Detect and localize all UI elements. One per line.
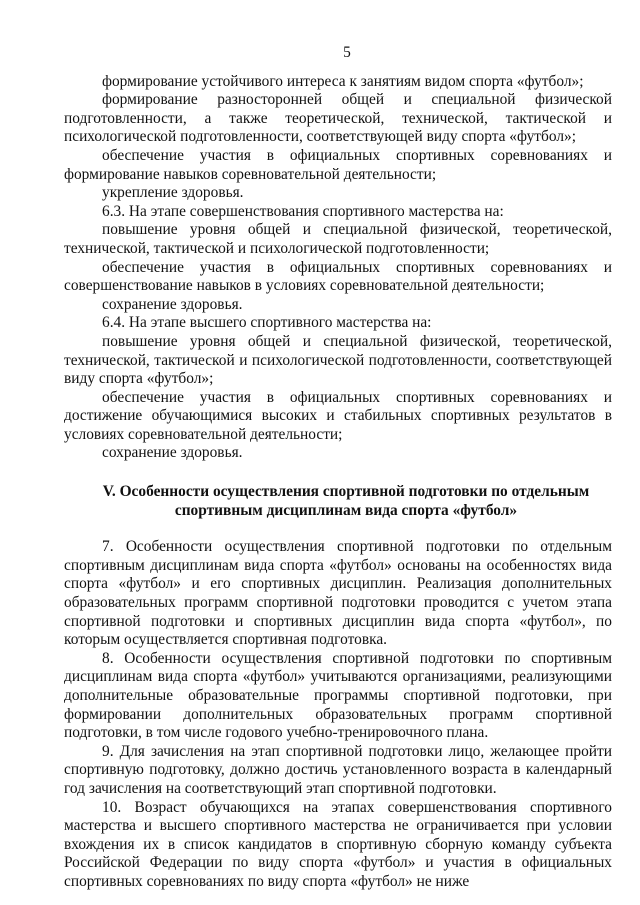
objectives-list xyxy=(64,73,612,463)
paragraph: обеспечение участия в официальных спортивных соревнованиях и формирование навыков соревновательной деятельности; xyxy=(64,146,612,183)
paragraph: обеспечение участия в официальных спортивных соревнованиях и достижение обучающимися высоких и стабильных спортивных результатов в условиях соревновательной деятельности; xyxy=(64,388,612,443)
paragraph: формирование устойчивого интереса к занятиям видом спорта «футбол»; xyxy=(102,72,584,90)
paragraph: формирование разносторонней общей и специальной физической подготовленности, а также теоретической, технической, тактической и психологической подготовленности, соответствующей виду спорта «футбол»; xyxy=(64,91,612,146)
paragraph: сохранение здоровья. xyxy=(102,295,243,313)
paragraph: 6.3. На этапе совершенствования спортивного мастерства на: xyxy=(102,202,504,220)
paragraph: повышение уровня общей и специальной физической, теоретической, технической, тактической и психологической подготовленности; xyxy=(64,221,612,257)
paragraph: 6.4. На этапе высшего спортивного мастерства на: xyxy=(102,314,432,332)
paragraph: 10. Возраст обучающихся на этапах совершенствования спортивного мастерства и высшего спортивного мастерства не ограничивается при условии вхождения их в список кандидатов в спортивную сборную команду субъекта Российской Федерации по виду спорта «футбол» и участия в официальных спортивных соревнованиях по виду спорта «футбол» не ниже xyxy=(64,798,612,890)
section-heading-text: V. Особенности осуществления спортивной подготовки по отдельным спортивным дисциплинам вида спорта «футбол» xyxy=(102,483,590,519)
section-body xyxy=(64,538,612,891)
paragraph: 7. Особенности осуществления спортивной подготовки по отдельным спортивным дисциплинам вида спорта «футбол» основаны на особенностях вида спорта «футбол» и его спортивных дисциплин. Реализация дополнительных образовательных программ спортивной подготовки проводится с учетом этапа спортивной подготовки и спортивных дисциплин вида спорта «футбол», по которым осуществляется спортивная подготовка. xyxy=(64,538,612,649)
paragraph: повышение уровня общей и специальной физической, теоретической, технической, тактической и психологической подготовленности, соответствующей виду спорта «футбол»; xyxy=(64,332,612,388)
paragraph: сохранение здоровья. xyxy=(102,444,243,462)
paragraph: 8. Особенности осуществления спортивной подготовки по спортивным дисциплинам вида спорта «футбол» учитываются организациями, реализующими дополнительные образовательные программы спортивной подготовки, при формировании дополнительных образовательных программ спортивной подготовки, в том числе годового учебно-тренировочного плана. xyxy=(64,649,612,742)
page-number: 5 xyxy=(343,44,351,61)
paragraph: обеспечение участия в официальных спортивных соревнованиях и совершенствование навыков в условиях соревновательной деятельности; xyxy=(64,258,612,295)
paragraph: укрепление здоровья. xyxy=(102,184,244,202)
paragraph: 9. Для зачисления на этап спортивной подготовки лицо, желающее пройти спортивную подготовку, должно достичь установленного возраста в календарный год зачисления на соответствующий этап спортивной подготовки. xyxy=(64,742,612,797)
section-heading xyxy=(64,483,612,520)
